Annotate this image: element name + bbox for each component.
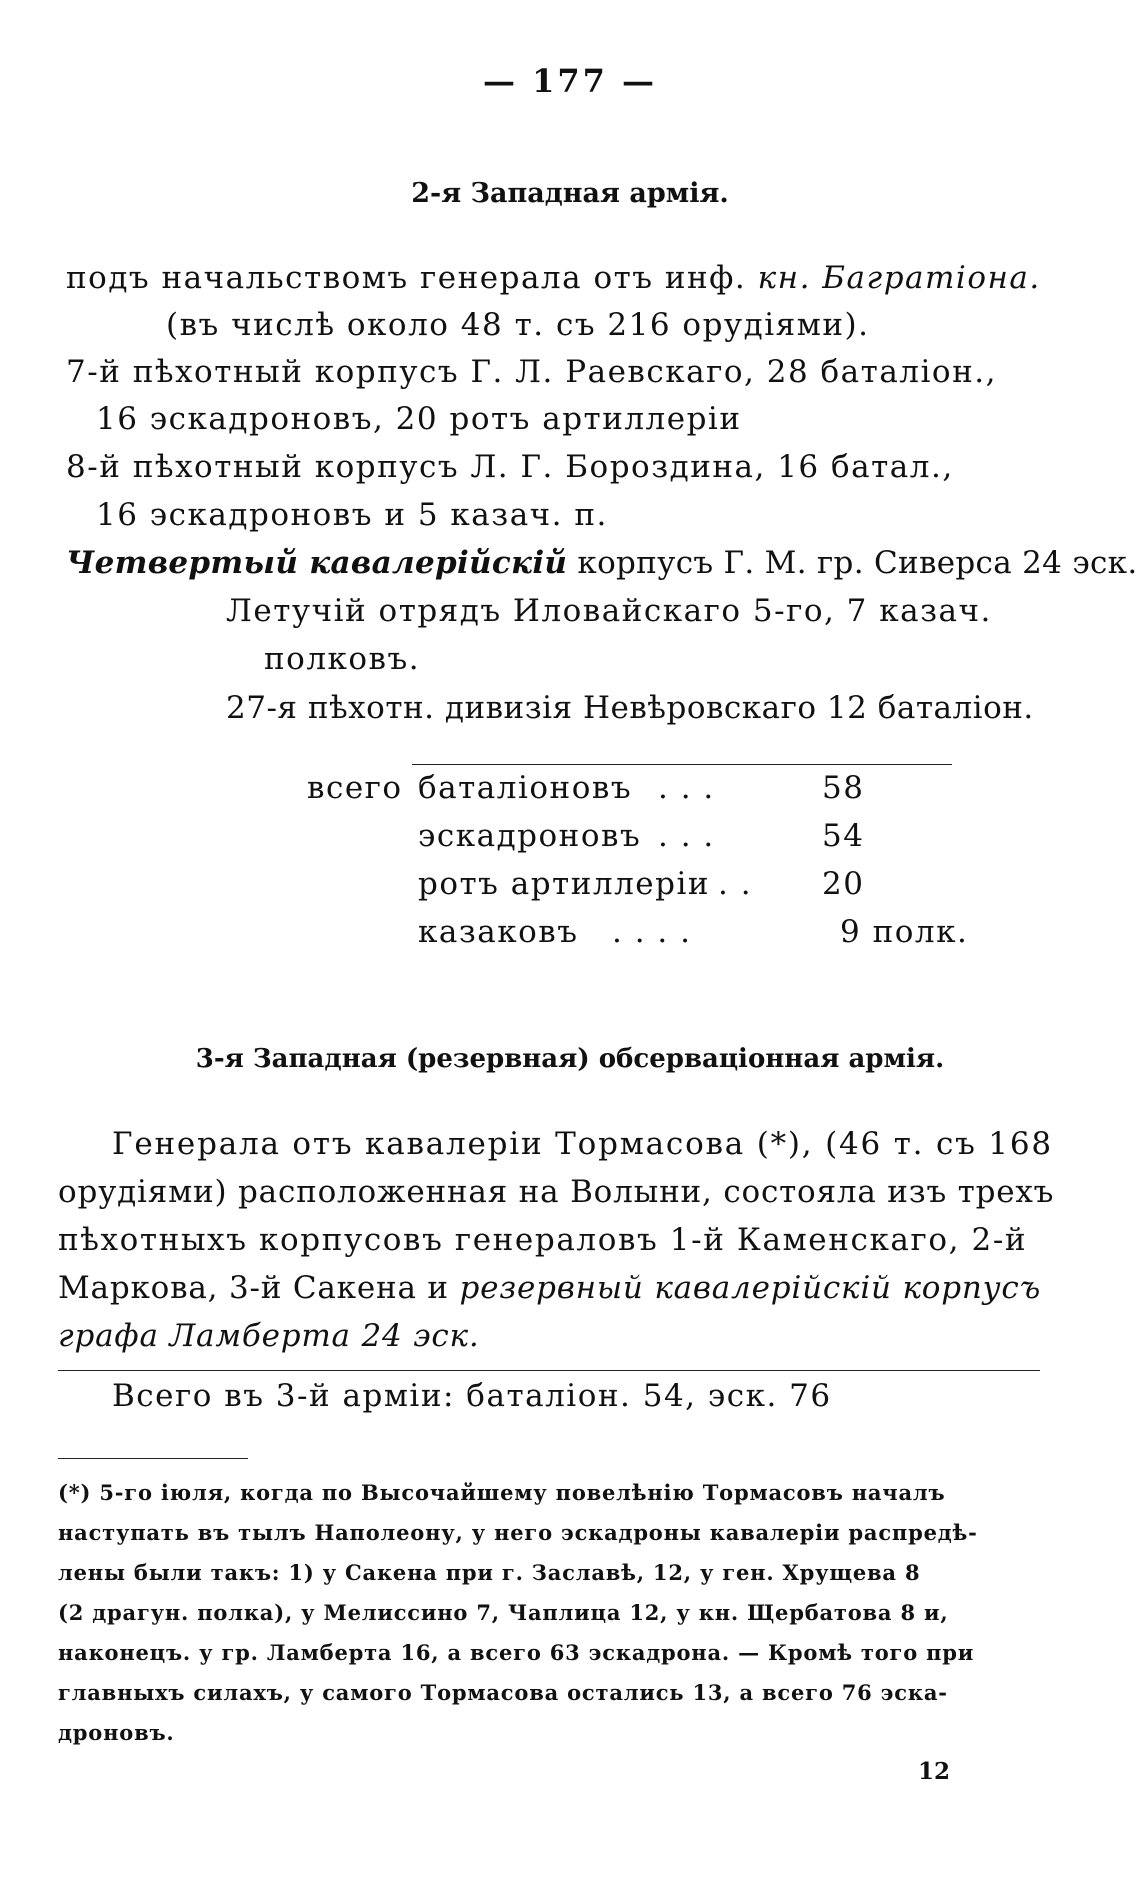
total-value: 58 xyxy=(822,770,865,806)
footnote-line-5: наконецъ. у гр. Ламберта 16, а всего 63 эскадрона. — Кромѣ того при xyxy=(58,1640,975,1665)
army2-line-8th-corps: 8-й пѣхотный корпусъ Л. Г. Бороздина, 16 батал., xyxy=(66,449,954,485)
total-row-battalions xyxy=(418,770,865,806)
signature-mark: 12 xyxy=(918,1758,951,1785)
army3-total: Всего въ 3-й арміи: баталіон. 54, эск. 76 xyxy=(112,1378,832,1414)
army2-line-7th-corps: 7-й пѣхотный корпусъ Г. Л. Раевскаго, 28 баталіон., xyxy=(66,354,997,390)
cavalry-corps-text: корпусъ Г. М. гр. Сиверса 24 эск. xyxy=(567,545,1138,581)
total-row-squadrons xyxy=(418,818,865,854)
total-dots: . . xyxy=(718,866,753,902)
total-label: эскадроновъ xyxy=(418,818,642,854)
army2-line-8th-corps-cont: 16 эскадроновъ и 5 казач. п. xyxy=(96,497,608,533)
footnote-line-2: наступать въ тылъ Наполеону, у него эскадроны кавалеріи распредѣ- xyxy=(58,1520,978,1545)
total-label: ротъ артиллеріи xyxy=(418,866,711,902)
totals-prefix: всего xyxy=(307,770,403,806)
army2-heading: 2-я Западная армія. xyxy=(411,178,729,209)
army3-para-line-1: Генерала отъ кавалеріи Тормасова (*), (46 т. съ 168 xyxy=(112,1126,1053,1162)
reserve-cavalry-corps: резервный кавалерійскій корпусъ xyxy=(459,1270,1042,1306)
total-dots: . . . . xyxy=(612,914,692,950)
total-dots: . . . xyxy=(658,770,715,806)
total-row-cossacks xyxy=(418,914,969,950)
army2-line-7th-corps-cont: 16 эскадроновъ, 20 ротъ артиллеріи xyxy=(96,401,742,437)
army2-line-27th-division: 27-я пѣхотн. дивизія Невѣровскаго 12 баталіон. xyxy=(226,690,1034,726)
total-value: 9 полк. xyxy=(840,914,969,950)
army3-heading: 3-я Западная (резервная) обсерваціонная армія. xyxy=(195,1044,945,1074)
total-value: 54 xyxy=(822,818,865,854)
total-row-artillery xyxy=(418,866,865,902)
totals-rule xyxy=(412,764,952,765)
footnote-line-4: (2 драгун. полка), у Мелиссино 7, Чаплица 12, у кн. Щербатова 8 и, xyxy=(58,1600,949,1625)
army3-total-rule xyxy=(58,1370,1040,1371)
footnote-line-6: главныхъ силахъ, у самого Тормасова остались 13, а всего 76 эска- xyxy=(58,1680,948,1705)
page-number: — 177 — xyxy=(482,62,658,100)
army3-para-line-4 xyxy=(58,1270,1041,1306)
total-value: 20 xyxy=(822,866,865,902)
footnote-line-7: дроновъ. xyxy=(58,1720,175,1745)
para-text: Маркова, 3-й Сакена и xyxy=(58,1270,460,1306)
footnote-line-1: (*) 5-го іюля, когда по Высочайшему повелѣнію Тормасовъ началъ xyxy=(58,1480,946,1505)
cavalry-corps-name: Четвертый кавалерійскій xyxy=(66,545,568,581)
total-label: баталіоновъ xyxy=(418,770,633,806)
army2-line-flying-detachment-cont: полковъ. xyxy=(264,641,421,677)
army2-line-4th-cavalry xyxy=(66,545,1137,581)
footnote-separator xyxy=(58,1458,248,1459)
army3-para-line-5: графа Ламберта 24 эск. xyxy=(58,1318,480,1354)
total-dots: . . . xyxy=(658,818,715,854)
army2-line-flying-detachment: Летучій отрядъ Иловайскаго 5-го, 7 казач. xyxy=(226,593,992,629)
total-label: казаковъ xyxy=(418,914,579,950)
army2-commander-line xyxy=(66,260,1041,296)
army2-strength: (въ числѣ около 48 т. съ 216 орудіями). xyxy=(166,307,870,343)
commander-text: подъ начальствомъ генерала отъ инф. xyxy=(66,260,758,296)
army3-para-line-3: пѣхотныхъ корпусовъ генераловъ 1-й Каменскаго, 2-й xyxy=(58,1222,1028,1258)
commander-name: кн. Багратіона. xyxy=(757,260,1041,296)
footnote-line-3: лены были такъ: 1) у Сакена при г. Заславѣ, 12, у ген. Хрущева 8 xyxy=(58,1560,921,1585)
army3-para-line-2: орудіями) расположенная на Волыни, состояла изъ трехъ xyxy=(58,1174,1055,1210)
